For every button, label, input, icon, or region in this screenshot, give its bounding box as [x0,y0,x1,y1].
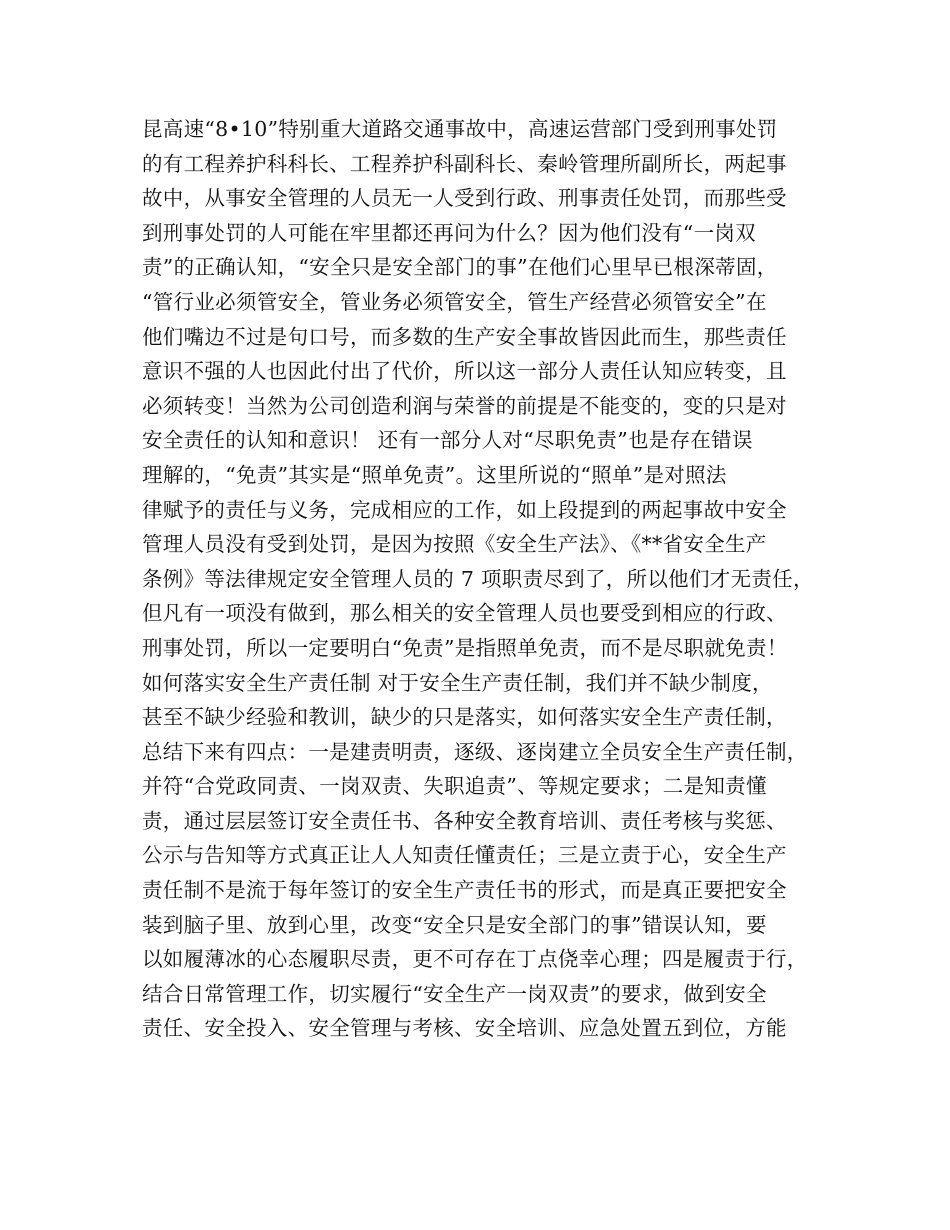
text-line: 责任、安全投入、安全管理与考核、安全培训、应急处置五到位，方能 [142,1016,787,1041]
text-line: 责，通过层层签订安全责任书、各种安全教育培训、责任考核与奖惩、 [142,808,787,833]
text-line: 意识不强的人也因此付出了代价，所以这一部分人责任认知应转变，且 [142,359,787,384]
document-body-text [142,112,842,1046]
text-line: 的有工程养护科科长、工程养护科副科长、秦岭管理所副所长，两起事 [142,151,787,176]
text-line: 安全责任的认知和意识！ 还有一部分人对“尽职免责”也是存在错误 [142,428,753,453]
text-line: 理解的，“免责”其实是“照单免责”。这里所说的“照单”是对照法 [142,462,727,487]
text-line: 他们嘴边不过是句口号，而多数的生产安全事故皆因此而生，那些责任 [142,324,787,349]
text-line: 总结下来有四点：一是建责明责，逐级、逐岗建立全员安全生产责任制， [142,739,808,764]
text-line: 结合日常管理工作，切实履行“安全生产一岗双责”的要求，做到安全 [142,981,767,1006]
text-line: 装到脑子里、放到心里，改变“安全只是安全部门的事”错误认知，要 [142,912,767,937]
text-line: 责”的正确认知，“安全只是安全部门的事”在他们心里早已根深蒂固， [142,255,778,280]
text-line: 律赋予的责任与义务，完成相应的工作，如上段提到的两起事故中安全 [142,497,787,522]
text-line: 但凡有一项没有做到，那么相关的安全管理人员也要受到相应的行政、 [142,601,787,626]
text-line: 以如履薄冰的心态履职尽责，更不可存在丁点侥幸心理；四是履责于行， [142,947,808,972]
text-line: “管行业必须管安全，管业务必须管安全，管生产经营必须管安全”在 [142,289,767,314]
text-line: 管理人员没有受到处罚，是因为按照《安全生产法》、《**省安全生产 [142,532,767,557]
text-line: 公示与告知等方式真正让人人知责任懂责任；三是立责于心，安全生产 [142,843,787,868]
text-line: 到刑事处罚的人可能在牢里都还再问为什么？因为他们没有“一岗双 [142,220,756,245]
text-line: 必须转变！当然为公司创造利润与荣誉的前提是不能变的，变的只是对 [142,393,787,418]
text-line: 刑事处罚，所以一定要明白“免责”是指照单免责，而不是尽职就免责！ [142,635,788,660]
text-line: 故中，从事安全管理的人员无一人受到行政、刑事责任处罚，而那些受 [142,186,787,211]
text-line: 并符“合党政同责、一岗双责、失职追责”、等规定要求；二是知责懂 [142,774,767,799]
text-line: 条例》等法律规定安全管理人员的 7 项职责尽到了，所以他们才无责任， [142,566,814,591]
text-line: 甚至不缺少经验和教训，缺少的只是落实，如何落实安全生产责任制， [142,705,787,730]
text-line: 如何落实安全生产责任制 对于安全生产责任制，我们并不缺少制度， [142,670,773,695]
text-line: 昆高速“8•10”特别重大道路交通事故中，高速运营部门受到刑事处罚 [142,117,778,141]
text-line: 责任制不是流于每年签订的安全生产责任书的形式，而是真正要把安全 [142,878,787,903]
